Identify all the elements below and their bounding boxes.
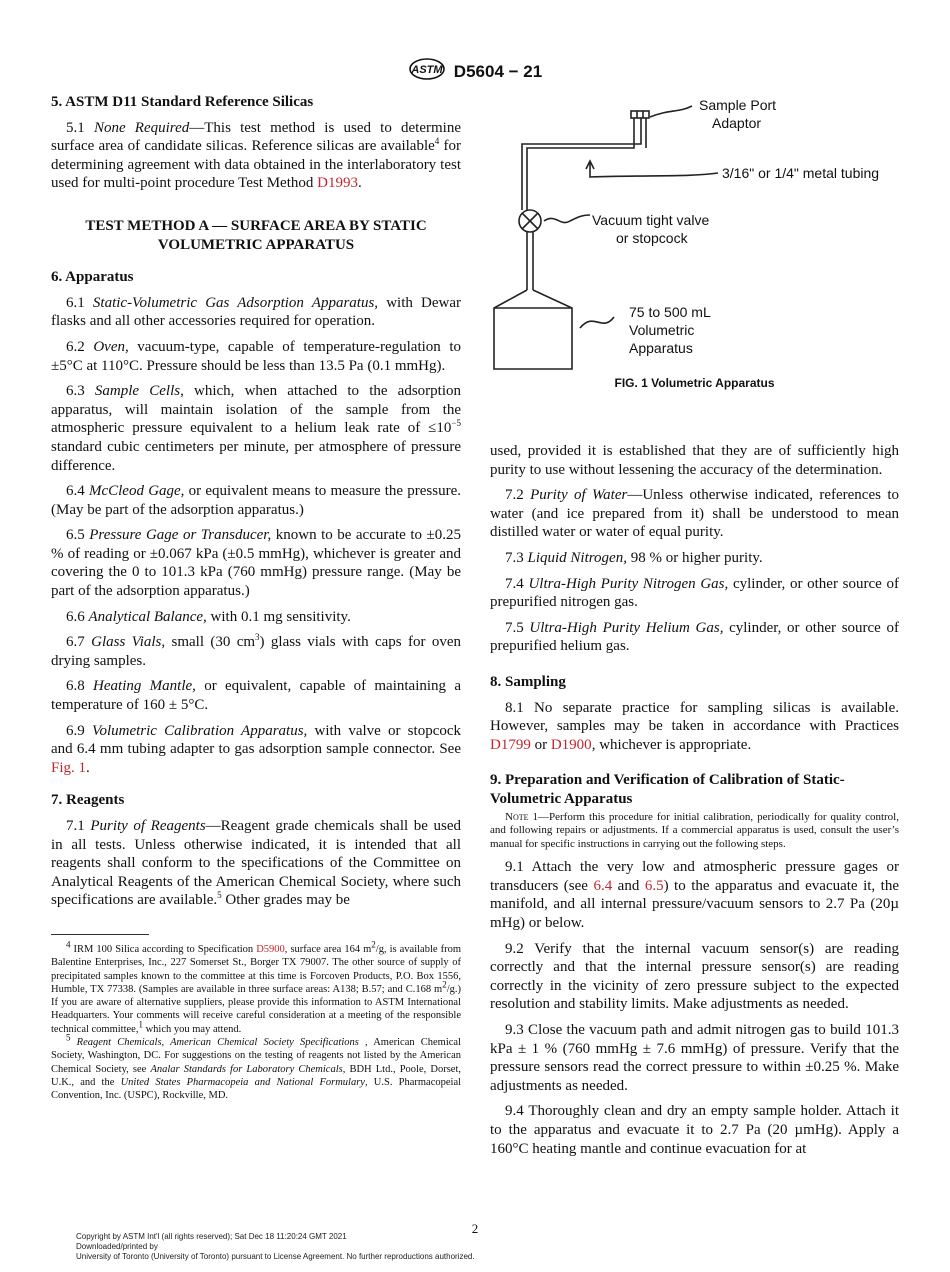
para-9-3: 9.3 Close the vacuum path and admit nitrogen gas to build 101.3 kPa ± 1 % (760 mmHg ± 7.6 mmHg) of pressure. Verify that the pressure sensors read the correct pressure to within ±0.25 %. Make adjustments as needed.	[490, 1022, 899, 1094]
footnote-4: $^4$ IRM 100 Silica according to Specification D5900, surface area 164 $m^2/g$, is available from Balentine Enterprises, Inc., 227 Somerset St., Borger TX 79007. The other source of supply of precipitated samples known to the committee at this time is Forcoven Products, P.O. Box 1556, Humble, TX 77338. (Samples are available in three surface areas: A138; B.57; and C.168 $m^2/g$.) If you are aware of alternative suppliers, please provide this information to ASTM International Headquarters. Your comments will receive careful consideration at a meeting of the responsible technical committee,$^1$ which you may attend.	[51, 939, 461, 1035]
label-volume-range: 75 to 500 mL	[629, 304, 711, 320]
label-tubing: 3/16" or 1/4" metal tubing	[722, 165, 880, 181]
method-a-title: TEST METHOD A — SURFACE AREA BY STATIC VOLUMETRIC APPARATUS	[85, 217, 427, 253]
note-1: Note 1—Perform this procedure for initial calibration, periodically for quality control, and following repairs or adjustments. If a commercial apparatus is used, consult the user’s manual for specific instructions in carrying out the following steps.	[490, 810, 899, 850]
label-stopcock: or stopcock	[616, 230, 688, 246]
para-8-1: 8.1 No separate practice for sampling silicas is available. However, samples may be taken in accordance with Practices D1799 or D1900, whichever is appropriate.	[490, 699, 899, 753]
svg-text:ASTM: ASTM	[411, 64, 443, 76]
figure-1-diagram	[490, 93, 899, 393]
para-7-1: 7.1 Purity of Reagents—Reagent grade chemicals shall be used in all tests. Unless otherwise indicated, it is intended that all reagents shall conform to the specifications of the Committee on Analytical Reagents of the American Chemical Society, where such specifications are available.$^5$ Other grades may be	[51, 818, 461, 909]
footnote-5: $^5$ Reagent Chemicals, American Chemical Society Specifications , American Chemical Society, Washington, DC. For suggestions on the testing of reagents not listed by the American Chemical Society, see Analar Standards for Laboratory Chemicals, BDH Ltd., Poole, Dorset, U.K., and the United States Pharmacopeia and National Formulary, U.S. Pharmacopeial Convention, Inc. (USPC), Rockville, MD.	[51, 1032, 462, 1102]
label-sample-port: Sample Port	[699, 97, 777, 113]
para-7-2: 7.2 Purity of Water—Unless otherwise indicated, references to water (and ice prepared from it) shall be understood to mean distilled water or water of equal purity.	[490, 487, 900, 541]
para-6-7: 6.7 Glass Vials, small (30 $cm^3$) glass vials with caps for oven drying samples.	[51, 632, 462, 669]
para-6-3: 6.3 Sample Cells, which, when attached to the adsorption apparatus, will maintain isolation of the sample from the atmospheric pressure equivalent to a helium leak rate of $\le 10^{-5}$ standard cubic centimeters per minute, per atmosphere of pressure difference.	[51, 383, 462, 474]
tubing-inner	[522, 118, 641, 210]
leader-valve	[544, 215, 590, 223]
section-8-title: 8. Sampling	[490, 673, 566, 690]
tubing-outer	[527, 118, 634, 210]
para-7-4: 7.4 Ultra-High Purity Nitrogen Gas, cylinder, or other source of prepurified nitrogen gas.	[490, 575, 899, 611]
label-volumetric: Volumetric	[629, 322, 695, 338]
para-9-1: 9.1 Attach the very low and atmospheric pressure gages or transducers (see 6.4 and 6.5) to the apparatus and evacuate it, the manifold, and all internal pressure/vacuum sensors to 2.7 Pa (20µ mHg) or below.	[490, 859, 899, 932]
left-column	[51, 93, 461, 1103]
section-6-title: 6. Apparatus	[51, 269, 134, 286]
label-valve: Vacuum tight valve	[592, 212, 710, 228]
para-9-2: 9.2 Verify that the internal vacuum sensor(s) are reading correctly and that the internal pressure sensor(s) are reading correctly in the vicinity of zero pressure subject to the expected resolution and stability limits. Make adjustments as needed.	[490, 940, 899, 1013]
astm-logo	[408, 58, 446, 85]
para-6-9: 6.9 Volumetric Calibration Apparatus, with valve or stopcock and 6.4 mm tubing adapter to gas adsorption sample connector. See Fig. 1.	[51, 722, 462, 776]
copyright-footer	[76, 1232, 475, 1262]
para-6-4: 6.4 McCleod Gage, or equivalent means to measure the pressure. (May be part of the adsorption apparatus.)	[51, 483, 461, 518]
volumetric-flask	[494, 290, 572, 369]
link-6-4[interactable]: 6.4	[593, 877, 613, 894]
footer-line-3: University of Toronto (University of Toronto) pursuant to License Agreement. No further reproductions authorized.	[76, 1252, 475, 1261]
right-column	[490, 442, 899, 1158]
para-5-1: 5.1 None Required—This test method is used to determine surface area of candidate silicas. Reference silicas are available$^4$ for determining agreement with data obtained in the interlaboratory test used for multi-point procedure Test Method D1993.	[51, 119, 461, 192]
para-9-4: 9.4 Thoroughly clean and dry an empty sample holder. Attach it to the apparatus and evacuate it to 2.7 Pa (20 µmHg). Apply a 160°C heating mantle and continue evacuation for at	[490, 1103, 899, 1157]
sample-port-adaptor	[631, 111, 649, 118]
para-6-2: 6.2 Oven, vacuum-type, capable of temperature-regulation to ±5°C at 110°C. Pressure should be less than 13.5 Pa (0.1 mmHg).	[51, 338, 462, 374]
para-7-3: 7.3 Liquid Nitrogen, 98 % or higher purity.	[505, 549, 763, 566]
para-6-1: 6.1 Static-Volumetric Gas Adsorption Apparatus, with Dewar flasks and all other accessories required for operation.	[51, 294, 462, 330]
standard-designation: D5604 − 21	[453, 61, 543, 81]
para-7-5: 7.5 Ultra-High Purity Helium Gas, cylinder, or other source of prepurified helium gas.	[490, 619, 899, 655]
leader-volume	[580, 317, 614, 328]
para-6-6: 6.6 Analytical Balance, with 0.1 mg sensitivity.	[66, 608, 351, 625]
para-7-1-cont: used, provided it is established that they are of sufficiently high purity to use without lessening the accuracy of the determination.	[490, 443, 899, 478]
link-d5900[interactable]: D5900	[256, 943, 285, 955]
link-6-5[interactable]: 6.5	[644, 877, 664, 894]
footer-line-1: Copyright by ASTM Int'l (all rights reserved); Sat Dec 18 11:20:24 GMT 2021	[76, 1232, 347, 1241]
label-apparatus: Apparatus	[629, 340, 693, 356]
link-d1799[interactable]: D1799	[490, 736, 531, 753]
link-d1993[interactable]: D1993	[317, 175, 358, 192]
section-9-title: 9. Preparation and Verification of Calibration of Static-Volumetric Apparatus	[490, 772, 845, 807]
leader-port	[650, 106, 692, 117]
link-d1900[interactable]: D1900	[550, 736, 592, 753]
label-adaptor: Adaptor	[712, 115, 762, 131]
section-7-title: 7. Reagents	[51, 792, 125, 809]
leader-tubing	[590, 163, 718, 177]
link-fig-1[interactable]: Fig. 1	[51, 759, 87, 776]
page-number: 2	[471, 1221, 479, 1236]
figure-caption: FIG. 1 Volumetric Apparatus	[614, 376, 775, 390]
page-header	[0, 58, 950, 85]
para-6-5: 6.5 Pressure Gage or Transducer, known to be accurate to ±0.25 % of reading or ±0.067 kPa (±0.5 mmHg), whichever is greater and covering the 0 to 101.3 kPa (760 mmHg) pressure range. (May be part of the adsorption apparatus.)	[51, 527, 461, 600]
section-5-title: 5. ASTM D11 Standard Reference Silicas	[51, 94, 314, 110]
footer-line-2: Downloaded/printed by	[76, 1242, 158, 1251]
para-6-8: 6.8 Heating Mantle, or equivalent, capable of maintaining a temperature of 160 ± 5°C.	[51, 678, 461, 714]
footnote-divider	[51, 934, 149, 935]
